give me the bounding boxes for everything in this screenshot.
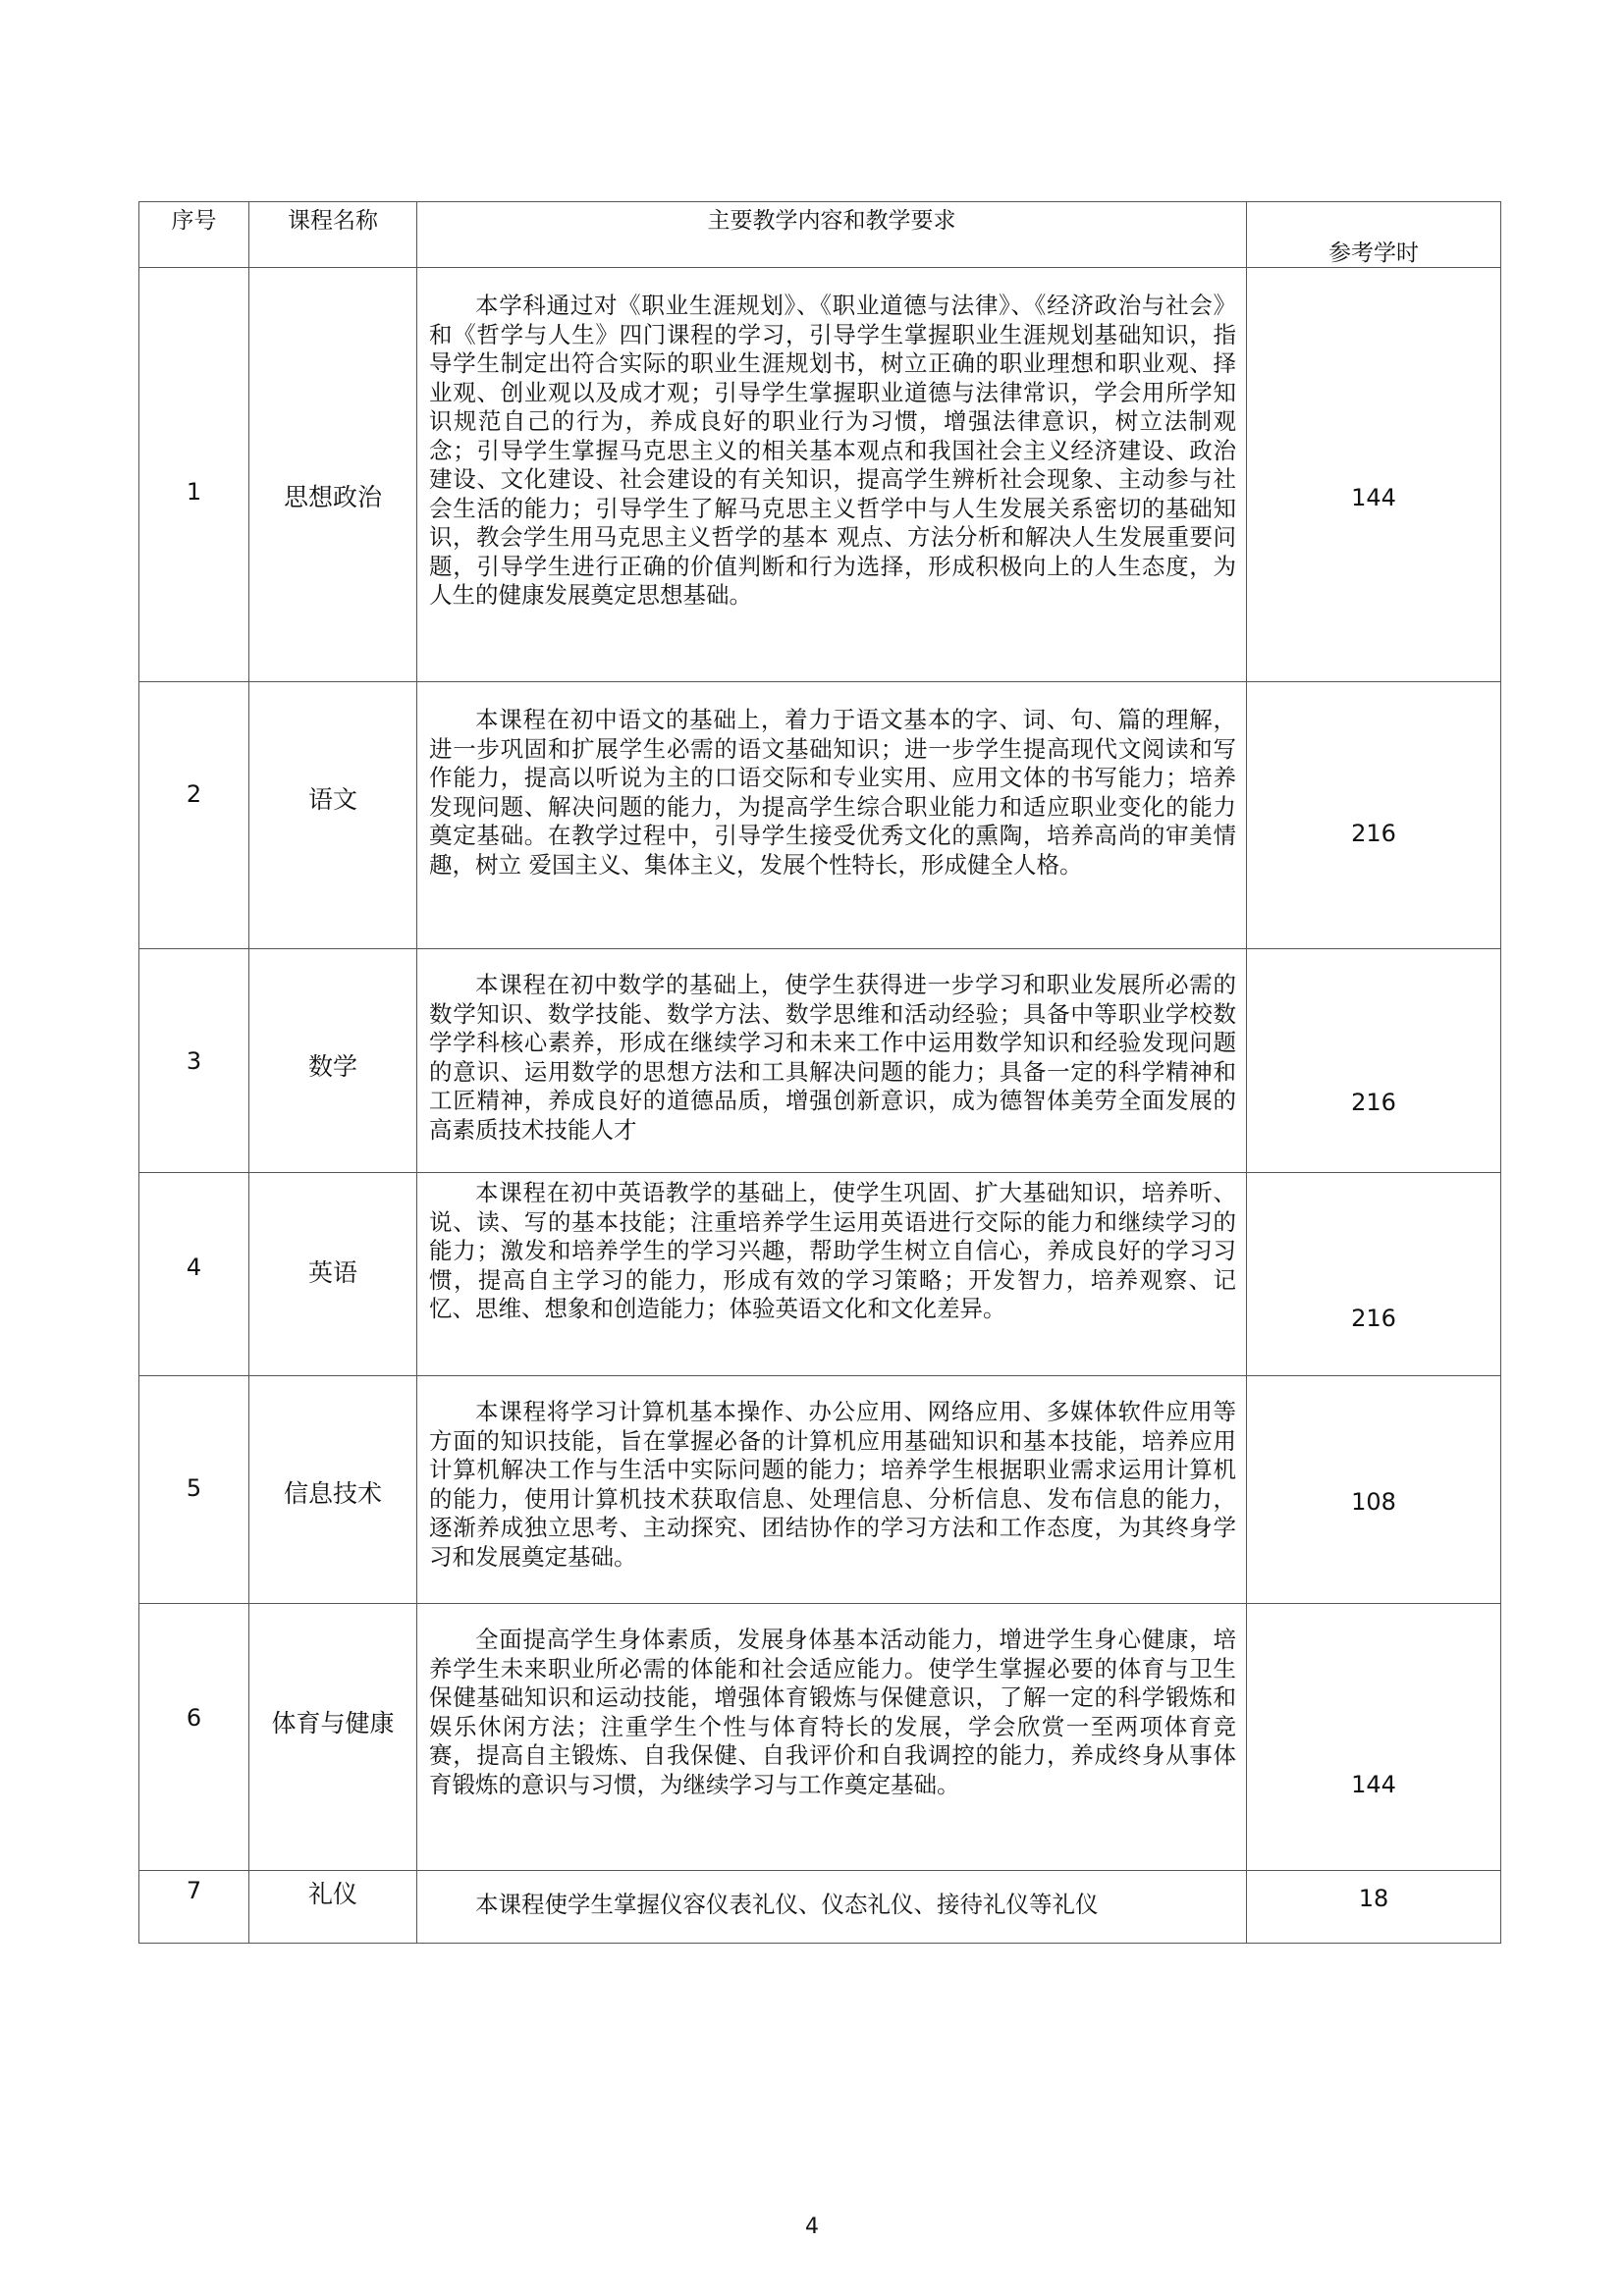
row-content: 本课程在初中数学的基础上，使学生获得进一步学习和职业发展所必需的数学知识、数学技能、数学方法、数学思维和活动经验；具备中等职业学校数学学科核心素养，形成在继续学习和未来工作中运用数学知识和经验发现问题的意识、运用数学的思想方法和工具解决问题的能力；具备一定的科学精神和工匠精神，养成良好的道德品质，增强创新意识，成为德智体美劳全面发展的高素质技术技能人才 — [429, 971, 1236, 1144]
row-course-name: 思想政治 — [249, 268, 417, 682]
row-course-name: 英语 — [249, 1173, 417, 1376]
row-content: 本学科通过对《职业生涯规划》、《职业道德与法律》、《经济政治与社会》和《哲学与人生》四门课程的学习，引导学生掌握职业生涯规划基础知识，指导学生制定出符合实际的职业生涯规划书，树立正确的职业理想和职业观、择业观、创业观以及成才观；引导学生掌握职业道德与法律常识，学会用所学知识规范自己的行为，养成良好的职业行为习惯，增强法律意识，树立法制观念；引导学生掌握马克思主义的相关基本观点和我国社会主义经济建设、政治建设、文化建设、社会建设的有关知识，提高学生辨析社会现象、主动参与社会生活的能力；引导学生了解马克思主义哲学中与人生发展关系密切的基础知识，教会学生用马克思主义哲学的基本 观点、方法分析和解决人生发展重要问题，引导学生进行正确的价值判断和行为选择，形成积极向上的人生态度，为人生的健康发展奠定思想基础。 — [429, 292, 1236, 609]
row-content: 本课程将学习计算机基本操作、办公应用、网络应用、多媒体软件应用等方面的知识技能，旨在掌握必备的计算机应用基础知识和基本技能，培养应用计算机解决工作与生活中实际问题的能力；培养学生根据职业需求运用计算机的能力，使用计算机技术获取信息、处理信息、分析信息、发布信息的能力，逐渐养成独立思考、主动探究、团结协作的学习方法和工作态度，为其终身学习和发展奠定基础。 — [429, 1398, 1236, 1571]
row-course-name: 体育与健康 — [249, 1604, 417, 1871]
row-content-cell — [417, 268, 1247, 682]
row-hours: 144 — [1247, 1604, 1501, 1871]
row-content-cell — [417, 949, 1247, 1173]
page-number: 4 — [805, 2215, 819, 2239]
row-serial-no: 3 — [139, 949, 249, 1173]
row-hours: 144 — [1247, 268, 1501, 682]
row-content: 本课程在初中语文的基础上，着力于语文基本的字、词、句、篇的理解，进一步巩固和扩展学生必需的语文基础知识；进一步学生提高现代文阅读和写作能力，提高以听说为主的口语交际和专业实用、应用文体的书写能力；培养发现问题、解决问题的能力，为提高学生综合职业能力和适应职业变化的能力奠定基础。在教学过程中，引导学生接受优秀文化的熏陶，培养高尚的审美情趣，树立 爱国主义、集体主义，发展个性特长，形成健全人格。 — [429, 706, 1236, 879]
course-table — [138, 201, 1501, 1944]
table-row — [139, 1604, 1501, 1871]
row-serial-no: 1 — [139, 268, 249, 682]
row-serial-no: 7 — [139, 1871, 249, 1944]
header-teaching-content: 主要教学内容和教学要求 — [417, 202, 1247, 268]
row-course-name: 数学 — [249, 949, 417, 1173]
row-content-cell — [417, 1173, 1247, 1376]
row-content-cell — [417, 1376, 1247, 1604]
header-course-name: 课程名称 — [249, 202, 417, 268]
row-hours: 216 — [1247, 1173, 1501, 1376]
table-row — [139, 682, 1501, 949]
row-course-name: 礼仪 — [249, 1871, 417, 1944]
row-hours: 216 — [1247, 682, 1501, 949]
header-serial-no: 序号 — [139, 202, 249, 268]
row-hours: 216 — [1247, 949, 1501, 1173]
table-row — [139, 268, 1501, 682]
row-content-cell — [417, 1871, 1247, 1944]
row-course-name: 信息技术 — [249, 1376, 417, 1604]
row-serial-no: 4 — [139, 1173, 249, 1376]
row-content: 本课程使学生掌握仪容仪表礼仪、仪态礼仪、接待礼仪等礼仪 — [475, 1891, 1099, 1918]
row-serial-no: 2 — [139, 682, 249, 949]
table-row — [139, 1376, 1501, 1604]
row-content: 全面提高学生身体素质，发展身体基本活动能力，增进学生身心健康，培养学生未来职业所必需的体能和社会适应能力。使学生掌握必要的体育与卫生保健基础知识和运动技能，增强体育锻炼与保健意识，了解一定的科学锻炼和娱乐休闲方法；注重学生个性与体育特长的发展，学会欣赏一至两项体育竞赛，提高自主锻炼、自我保健、自我评价和自我调控的能力，养成终身从事体育锻炼的意识与习惯，为继续学习与工作奠定基础。 — [429, 1626, 1236, 1798]
row-content: 本课程在初中英语教学的基础上，使学生巩固、扩大基础知识，培养听、说、读、写的基本技能；注重培养学生运用英语进行交际的能力和继续学习的能力；激发和培养学生的学习兴趣，帮助学生树立自信心，养成良好的学习习惯，提高自主学习的能力，形成有效的学习策略；开发智力，培养观察、记忆、思维、想象和创造能力；体验英语文化和文化差异。 — [429, 1179, 1236, 1322]
row-content-cell — [417, 1604, 1247, 1871]
row-course-name: 语文 — [249, 682, 417, 949]
row-hours: 18 — [1247, 1871, 1501, 1944]
table-row — [139, 1871, 1501, 1944]
table-header-row — [139, 202, 1501, 268]
row-content-cell — [417, 682, 1247, 949]
header-reference-hours: 参考学时 — [1247, 202, 1501, 268]
row-serial-no: 6 — [139, 1604, 249, 1871]
row-serial-no: 5 — [139, 1376, 249, 1604]
table-row — [139, 949, 1501, 1173]
row-hours: 108 — [1247, 1376, 1501, 1604]
table-row — [139, 1173, 1501, 1376]
